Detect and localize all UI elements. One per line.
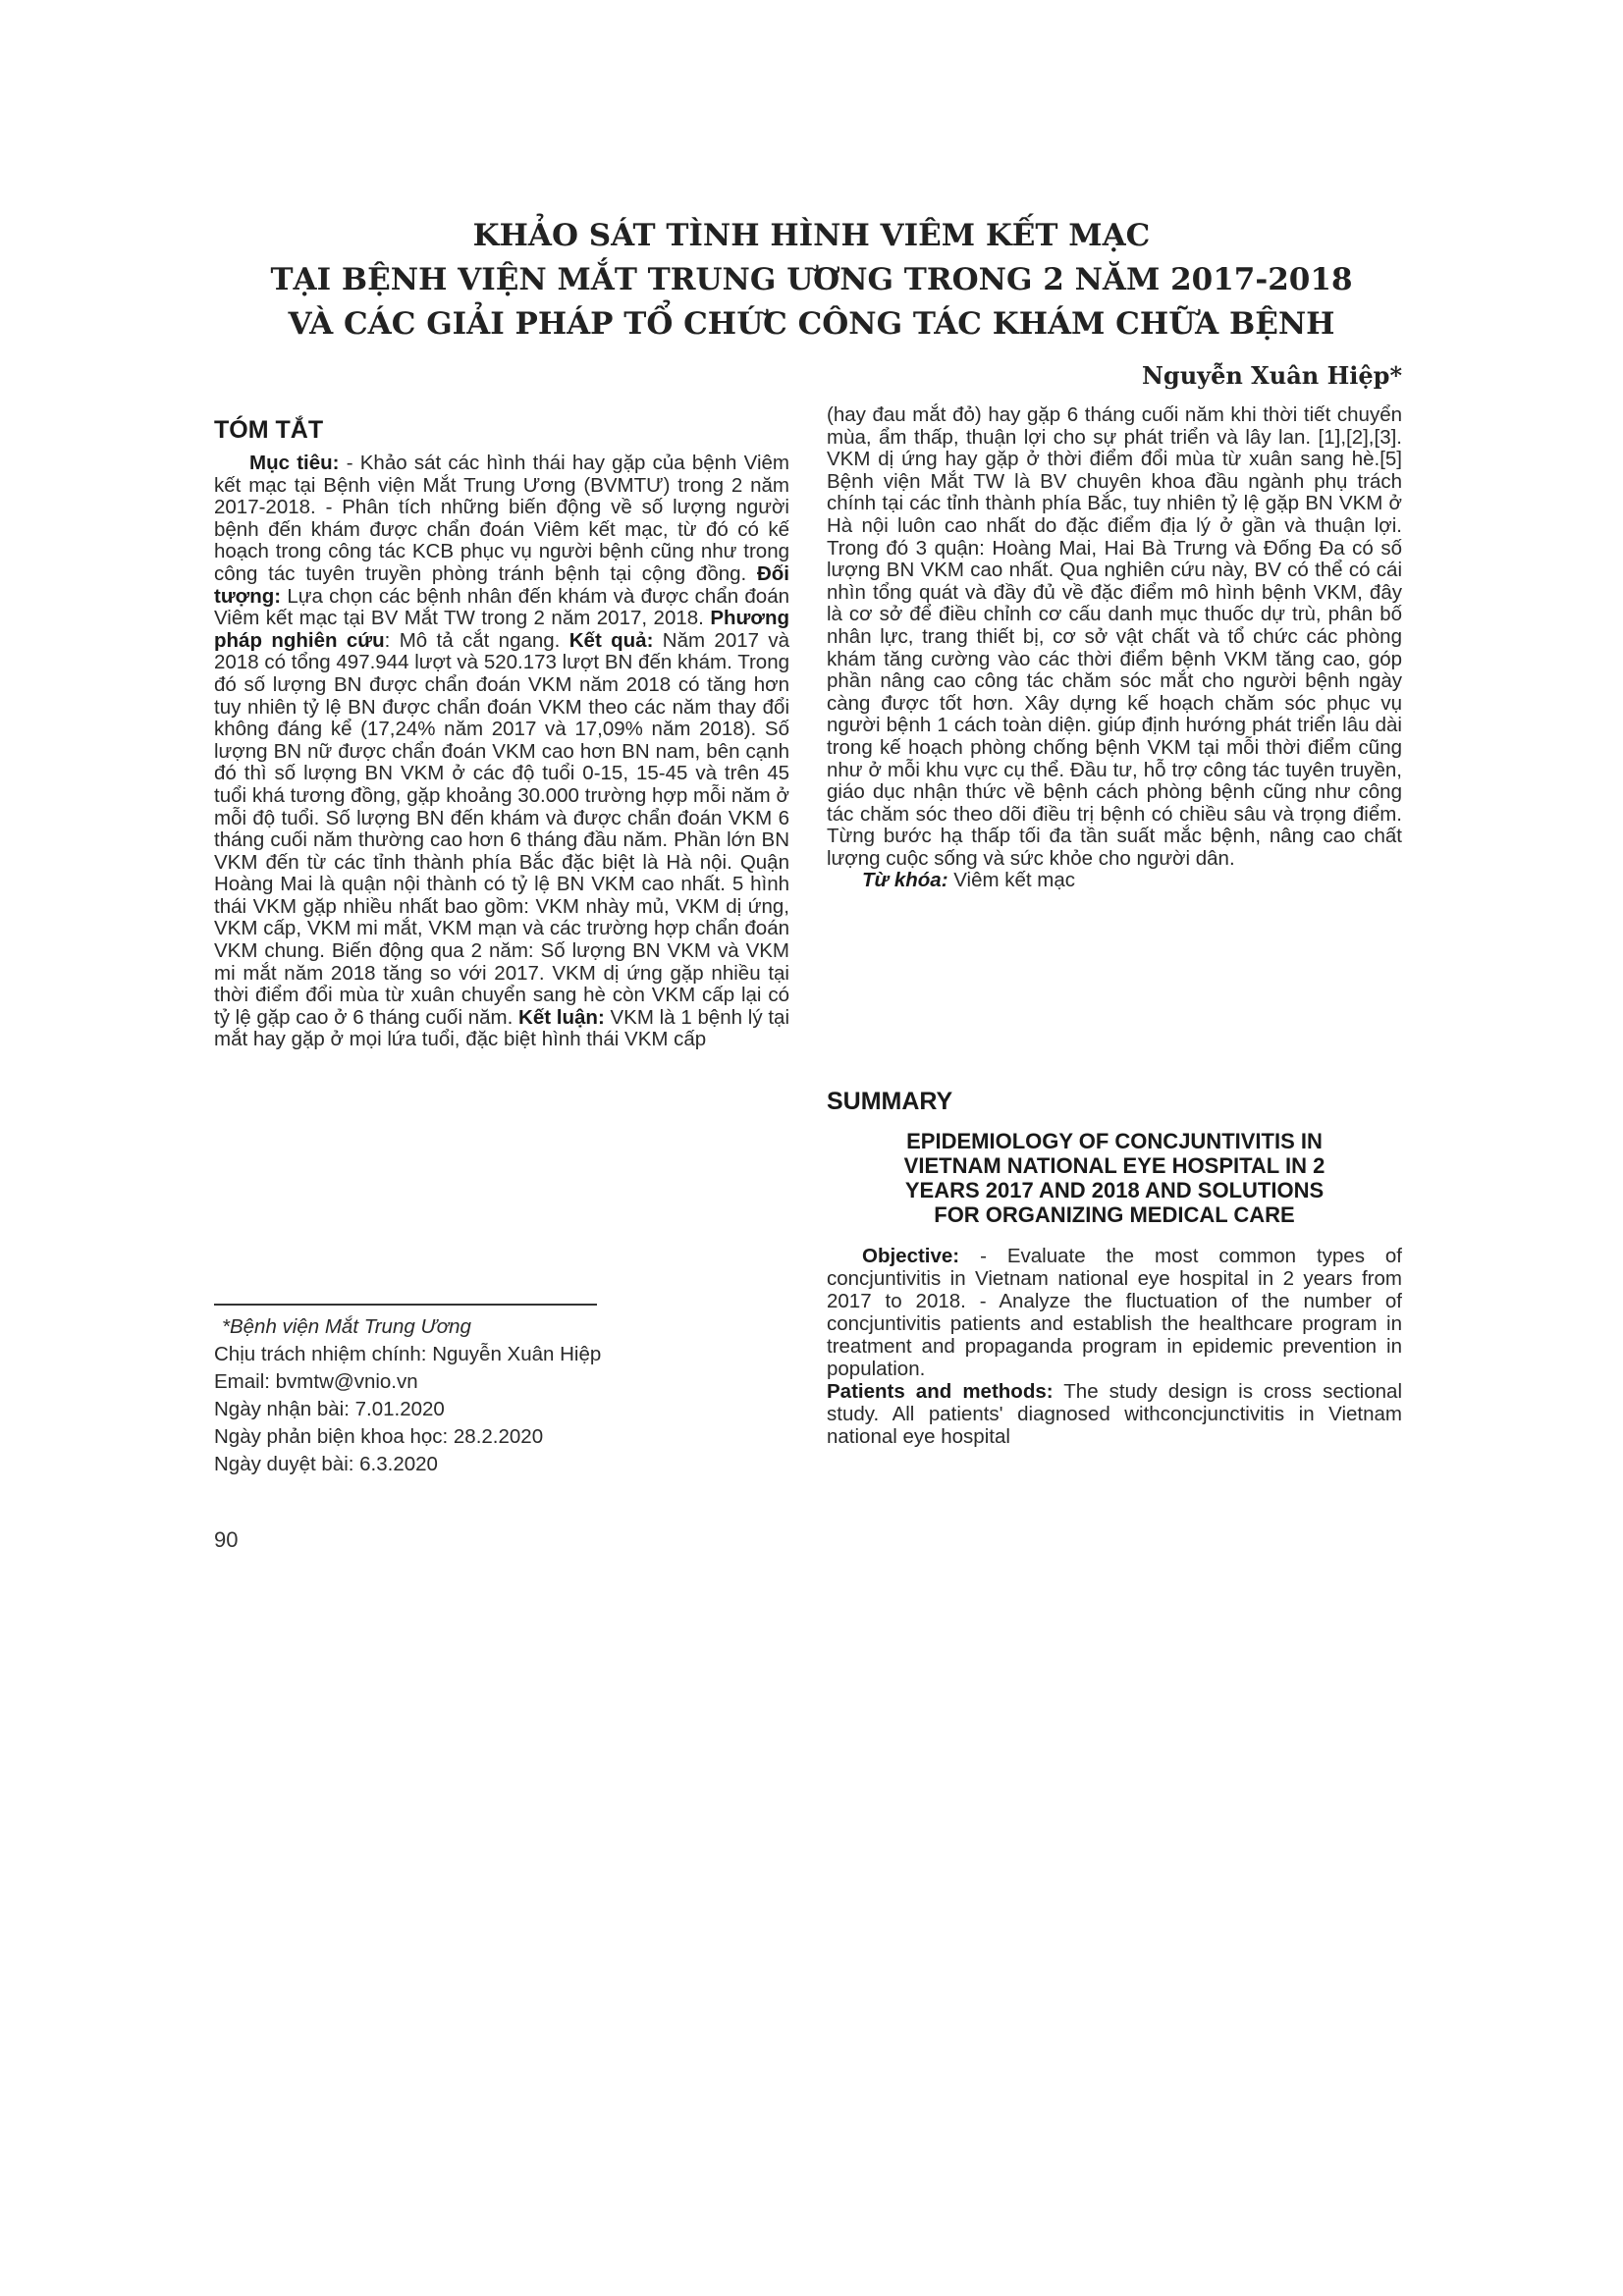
page-number: 90	[214, 1527, 239, 1552]
author-name: Nguyễn Xuân Hiệp*	[1141, 361, 1402, 390]
footnotes	[214, 1313, 789, 1478]
english-title	[827, 1129, 1402, 1227]
footnote-reviewed: Ngày phản biện khoa học: 28.2.2020	[214, 1425, 544, 1448]
summary-heading: SUMMARY	[827, 1088, 953, 1115]
methods-label-vi: Phương pháp nghiên cứu	[214, 607, 789, 652]
english-title-line-1: EPIDEMIOLOGY OF CONCJUNTIVITIS IN	[906, 1129, 1323, 1153]
english-title-line-3: YEARS 2017 AND 2018 AND SOLUTIONS	[904, 1178, 1325, 1202]
footnote-received: Ngày nhận bài: 7.01.2020	[214, 1398, 445, 1420]
footnote-approved: Ngày duyệt bài: 6.3.2020	[214, 1453, 438, 1475]
title-line-2: TẠI BỆNH VIỆN MẮT TRUNG ƯƠNG TRONG 2 NĂM 2017-2018	[270, 262, 1353, 297]
objective-label-en: Objective:	[862, 1245, 960, 1267]
methods-label-en: Patients and methods:	[827, 1380, 1054, 1403]
abstract-heading: TÓM TẮT	[214, 416, 324, 444]
footnote-email: Email: bvmtw@vnio.vn	[214, 1370, 418, 1393]
subjects-text-vi: Lựa chọn các bệnh nhân đến khám và được chẩn đoán Viêm kết mạc tại BV Mắt TW trong 2 năm 2017, 2018.	[214, 584, 789, 630]
keywords	[827, 870, 1402, 892]
abstract-en	[827, 1245, 1402, 1448]
english-title-line-2: VIETNAM NATIONAL EYE HOSPITAL IN 2	[903, 1153, 1325, 1178]
objective-text-en: - Evaluate the most common types of concjuntivitis in Vietnam national eye hospital in 2 years from 2017 to 2018. - Analyze the fluctuation of the number of concjuntivitis patients and establish the healthcare program in treatment and propaganda program in epidemic prevention in population.	[827, 1245, 1402, 1380]
conclusion-text-vi: VKM là 1 bệnh lý tại mắt hay gặp ở mọi lứa tuổi, đặc biệt hình thái VKM cấp	[214, 1005, 789, 1051]
keywords-label: Từ khóa:	[862, 869, 948, 892]
keywords-text: Viêm kết mạc	[947, 869, 1076, 892]
results-label-vi: Kết quả:	[568, 628, 654, 652]
abstract-vi-left-column	[214, 453, 789, 1051]
abstract-vi-continued: (hay đau mắt đỏ) hay gặp 6 tháng cuối năm khi thời tiết chuyển mùa, ẩm thấp, thuận lợi cho sự phát triển và lây lan. [1],[2],[3]. VKM dị ứng hay gặp ở thời điểm đổi mùa từ xuân sang hè.[5] Bệnh viện Mắt TW là BV chuyên khoa đầu ngành phụ trách chính tại các tỉnh thành phía Bắc, tuy nhiên tỷ lệ gặp BN VKM ở Hà nội luôn cao nhất do đặc điểm địa lý ở gần và thuận lợi. Trong đó 3 quận: Hoàng Mai, Hai Bà Trưng và Đống Đa có số lượng BN VKM cao nhất. Qua nghiên cứu này, BV có thể có cái nhìn tổng quát và đầy đủ về đặc điểm mô hình bệnh VKM, đây là cơ sở để điều chỉnh cơ cấu danh mục thuốc dự trù, phân bố nhân lực, trang thiết bị, cơ sở vật chất và tổ chức các phòng khám tăng cường vào các thời điểm bệnh VKM tăng cao, góp phần nâng cao công tác chăm sóc mắt cho người bệnh ngày càng được tốt hơn. Xây dựng kế hoạch chăm sóc phục vụ người bệnh 1 cách toàn diện. giúp định hướng phát triển lâu dài trong kế hoạch phòng chống bệnh VKM tại mỗi thời điểm cũng như ở mỗi khu vực cụ thể. Đầu tư, hỗ trợ công tác tuyên truyền, giáo dục nhận thức về bệnh cách phòng bệnh cũng như công tác chăm sóc theo dõi điều trị bệnh có chiều sâu và trọng điểm. Từng bước hạ thấp tối đa tần suất mắc bệnh, nâng cao chất lượng cuộc sống và sức khỏe cho người dân.	[827, 403, 1402, 870]
footnote-divider	[214, 1304, 597, 1306]
objective-label-vi: Mục tiêu:	[249, 452, 340, 474]
methods-paragraph-en	[827, 1380, 1402, 1448]
abstract-vi-paragraph	[214, 453, 789, 1051]
abstract-vi-right-column	[827, 404, 1402, 892]
methods-text-vi: : Mô tả cắt ngang.	[384, 628, 569, 652]
conclusion-label-vi: Kết luận:	[518, 1005, 605, 1029]
results-text-vi: Năm 2017 và 2018 có tổng 497.944 lượt và 520.173 lượt BN đến khám. Trong đó số lượng BN được chẩn đoán VKM năm 2018 có tăng hơn tuy nhiên tỷ lệ BN được chẩn đoán VKM theo các năm thay đổi không đáng kể (17,24% năm 2017 và 17,09% năm 2018). Số lượng BN nữ được chẩn đoán VKM cao hơn BN nam, bên cạnh đó thì số lượng BN VKM ở các độ tuổi 0-15, 15-45 và trên 45 tuổi khá tương đồng, gặp khoảng 30.000 trường hợp mỗi năm ở mỗi độ tuổi. Số lượng BN đến khám và được chẩn đoán VKM 6 tháng cuối năm thường cao hơn 6 tháng đầu năm. Phần lớn BN VKM đến từ các tỉnh thành phía Bắc đặc biệt là Hà nội. Quận Hoàng Mai là quận nội thành có tỷ lệ BN VKM cao nhất. 5 hình thái VKM gặp nhiều nhất bao gồm: VKM nhày mủ, VKM dị ứng, VKM cấp, VKM mi mắt, VKM mạn và các trường hợp chẩn đoán VKM chung. Biến động qua 2 năm: Số lượng BN VKM và VKM mi mắt năm 2018 tăng so với 2017. VKM dị ứng gặp nhiều tại thời điểm đổi mùa từ xuân chuyển sang hè còn VKM cấp lại có tỷ lệ gặp cao ở 6 tháng cuối năm.	[214, 628, 790, 1029]
objective-text-vi: - Khảo sát các hình thái hay gặp của bệnh Viêm kết mạc tại Bệnh viện Mắt Trung Ương (BVMTƯ) trong 2 năm 2017-2018. - Phân tích những biến động về số lượng người bệnh đến khám được chẩn đoán Viêm kết mạc, từ đó có kế hoạch trong công tác KCB phục vụ người bệnh cũng như trong công tác tuyên truyền phòng tránh bệnh tại cộng đồng.	[214, 452, 790, 585]
english-title-line-4: FOR ORGANIZING MEDICAL CARE	[934, 1202, 1295, 1227]
footnote-affiliation: *Bệnh viện Mắt Trung Ương	[222, 1315, 471, 1338]
subjects-label-vi: Đối tượng:	[214, 561, 789, 608]
title-line-1: KHẢO SÁT TÌNH HÌNH VIÊM KẾT MẠC	[472, 218, 1151, 253]
title-line-3: VÀ CÁC GIẢI PHÁP TỔ CHỨC CÔNG TÁC KHÁM CHỮA BỆNH	[288, 306, 1335, 342]
methods-text-en: The study design is cross sectional study. All patients' diagnosed withconcjunctivitis in Vietnam national eye hospital	[827, 1380, 1402, 1448]
footnote-responsible: Chịu trách nhiệm chính: Nguyễn Xuân Hiệp	[214, 1343, 602, 1365]
article-title	[177, 214, 1446, 347]
objective-paragraph-en	[827, 1245, 1402, 1380]
